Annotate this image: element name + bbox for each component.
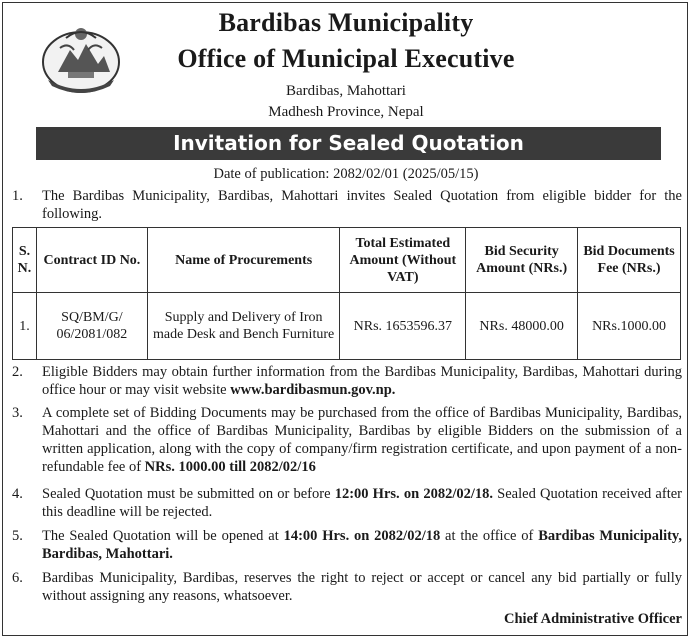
signoff-title: Chief Administrative Officer <box>504 611 682 627</box>
col-header-bid-security: Bid Security Amount (NRs.) <box>466 228 578 293</box>
paragraph-body-mid: at the office of <box>440 528 539 544</box>
paragraph-number: 5. <box>12 528 23 544</box>
paragraph-number: 1. <box>12 188 23 204</box>
publication-date: Date of publication: 2082/02/01 (2025/05/15) <box>213 166 479 182</box>
table-row <box>13 293 681 360</box>
col-header-bid-fee: Bid Documents Fee (NRs.) <box>578 228 681 293</box>
paragraph-body: The Sealed Quotation will be opened at <box>42 528 284 544</box>
office-title: Office of Municipal Executive <box>177 44 515 73</box>
opening-time: 14:00 Hrs. on 2082/02/18 <box>283 528 441 544</box>
paragraph-body: Sealed Quotation must be submitted on or before <box>42 486 335 502</box>
paragraph-body: A complete set of Bidding Documents may be purchased from the office of Bardibas Municipality, Bardibas, Mahottari and the office of Bardibas Municipality, Bardibas by eligible Bidders on the submission of a written application, along with the copy of company/firm registration certificate, and upon payment of a non-refundable fee of <box>42 405 682 475</box>
paragraph-body: Eligible Bidders may obtain further information from the Bardibas Municipality, Bardibas, Mahottari during office hour or may visit website <box>42 364 682 398</box>
opening-location: Bardibas Municipality, Bardibas, Mahottari. <box>42 528 683 562</box>
cell-sn: 1. <box>13 293 37 360</box>
paragraph-text: Bardibas Municipality, Bardibas, reserves the right to reject or accept or cancel any bid partially or fully without assigning any reasons, whatsoever. <box>42 570 682 604</box>
paragraph-text <box>42 363 682 399</box>
paragraph-6 <box>12 569 682 605</box>
paragraph-number: 3. <box>12 405 23 421</box>
cell-procurement: Supply and Delivery of Iron made Desk and Bench Furniture <box>147 293 340 360</box>
col-header-estimate: Total Estimated Amount (Without VAT) <box>340 228 466 293</box>
col-header-sn: S. N. <box>13 228 37 293</box>
notice-banner: Invitation for Sealed Quotation <box>36 127 661 160</box>
cell-estimate: NRs. 1653596.37 <box>340 293 466 360</box>
address-line-2: Madhesh Province, Nepal <box>268 104 424 120</box>
paragraph-4 <box>12 485 682 521</box>
paragraph-1 <box>12 187 682 223</box>
address-line-1: Bardibas, Mahottari <box>286 83 406 99</box>
municipality-title: Bardibas Municipality <box>218 8 474 37</box>
col-header-procurement: Name of Procurements <box>147 228 340 293</box>
col-header-contract-id: Contract ID No. <box>36 228 147 293</box>
website-link[interactable]: www.bardibasmun.gov.np. <box>230 382 396 398</box>
paragraph-body-after: Sealed Quotation received after this deadline will be rejected. <box>42 486 682 520</box>
paragraph-number: 2. <box>12 364 23 380</box>
paragraph-text <box>42 527 682 563</box>
quotation-table <box>12 227 681 360</box>
paragraph-number: 4. <box>12 486 23 502</box>
cell-contract-id: SQ/BM/G/ 06/2081/082 <box>36 293 147 360</box>
submission-deadline: 12:00 Hrs. on 2082/02/18. <box>334 486 494 502</box>
paragraph-text: The Bardibas Municipality, Bardibas, Mahottari invites Sealed Quotation from eligible bidder for the following. <box>42 188 682 222</box>
paragraph-5 <box>12 527 682 563</box>
paragraph-number: 6. <box>12 570 23 586</box>
paragraph-text <box>42 485 682 521</box>
cell-bid-fee: NRs.1000.00 <box>578 293 681 360</box>
paragraph-2 <box>12 363 682 399</box>
table-header-row <box>13 228 681 293</box>
paragraph-text <box>42 404 682 476</box>
fee-deadline: NRs. 1000.00 till 2082/02/16 <box>144 459 316 475</box>
paragraph-3 <box>12 404 682 476</box>
cell-bid-security: NRs. 48000.00 <box>466 293 578 360</box>
